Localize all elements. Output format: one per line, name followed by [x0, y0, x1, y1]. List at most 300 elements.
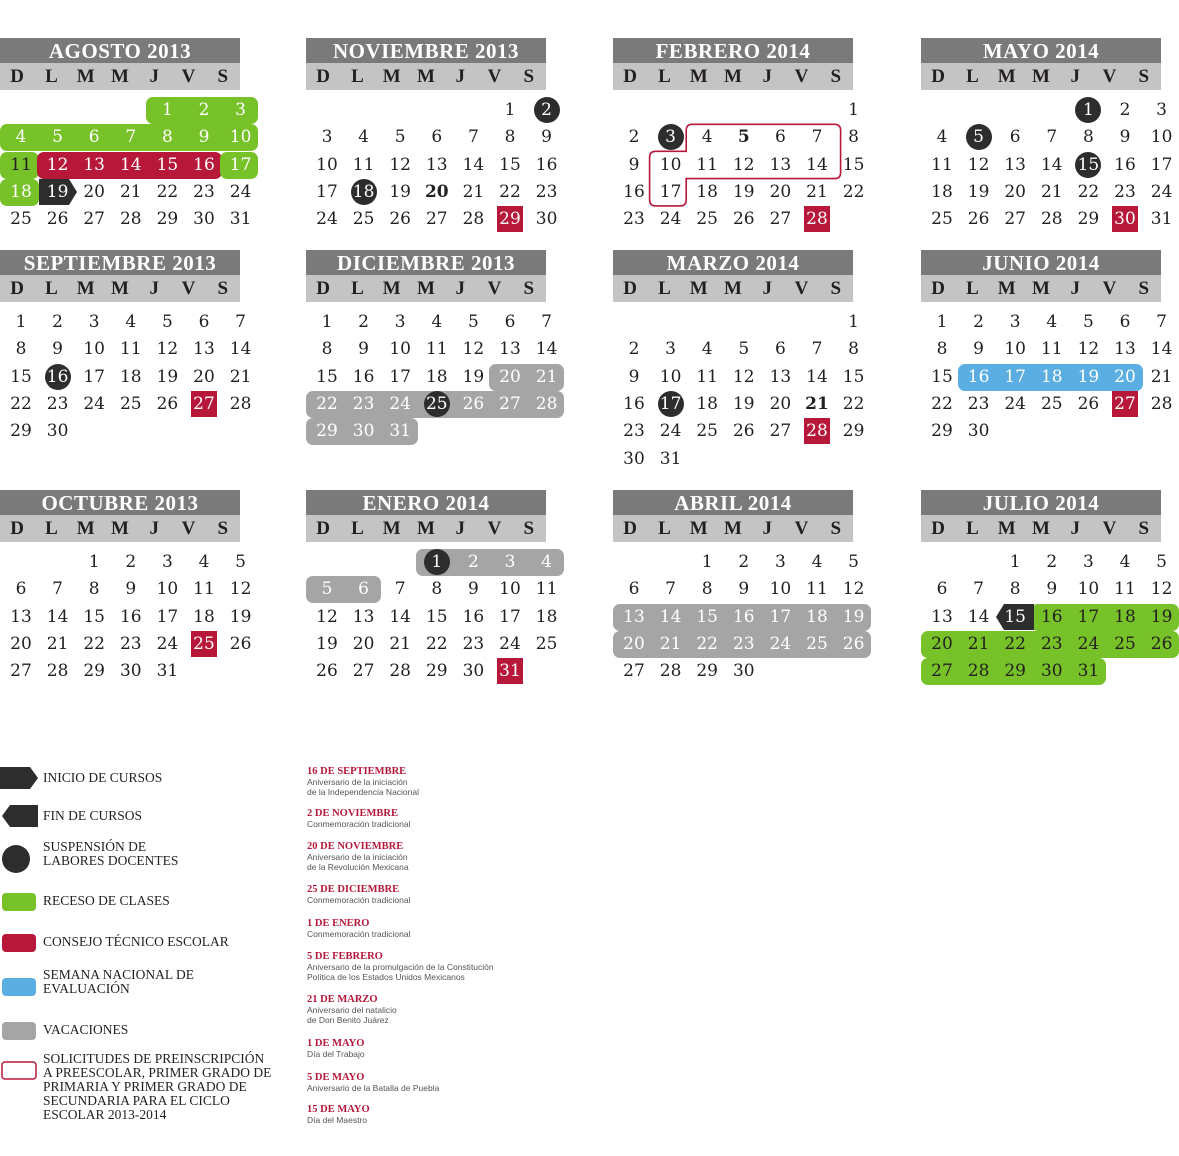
weekday-label: D: [931, 278, 945, 299]
day-cell: 1: [321, 312, 333, 332]
day-cell: 18: [1114, 606, 1136, 627]
day-cell: 13: [623, 606, 645, 627]
day-cell: 10: [769, 579, 792, 600]
day-cell: 7: [811, 339, 823, 360]
day-cell: 31: [659, 448, 682, 469]
day-cell: 4: [1046, 312, 1058, 332]
weekday-label: M: [111, 518, 129, 539]
day-cell: 13: [1004, 154, 1026, 175]
holiday-date: 21 DE MARZO: [307, 994, 378, 1005]
weekday-label: M: [417, 66, 435, 87]
day-cell: 11: [535, 579, 558, 600]
weekday-label: M: [724, 278, 742, 299]
month-julio-2014: [921, 490, 1173, 682]
day-cell: 27: [83, 209, 105, 230]
day-cell: 20: [769, 393, 792, 414]
weekday-header: [921, 275, 1161, 302]
day-cell: 7: [467, 127, 479, 148]
day-cell: 6: [628, 579, 640, 600]
day-cell: 28: [659, 661, 682, 682]
day-cell: 25: [1114, 633, 1136, 654]
day-cell: 26: [316, 661, 338, 682]
weekday-label: D: [10, 66, 24, 87]
day-cell: 2: [1119, 100, 1131, 120]
weekday-label: D: [316, 278, 330, 299]
month-diciembre-2013: [306, 250, 558, 442]
holiday-date: 5 DE MAYO: [307, 1072, 365, 1083]
day-cell: 13: [83, 154, 105, 175]
day-cell: 3: [88, 312, 100, 332]
day-cell: 9: [1119, 127, 1131, 148]
weekday-header: [0, 275, 240, 302]
consejo-swatch-icon: [0, 930, 40, 956]
day-cell: 22: [1077, 181, 1100, 202]
day-cell: 20: [1004, 181, 1026, 202]
weekday-label: J: [149, 518, 160, 539]
day-cell: 3: [774, 552, 786, 572]
day-cell: 26: [732, 209, 755, 230]
weekday-label: D: [10, 278, 24, 299]
weekday-label: V: [794, 278, 809, 299]
weekday-label: J: [1070, 278, 1081, 299]
day-cell: 30: [623, 448, 645, 469]
day-cell: 22: [83, 633, 105, 654]
day-cell: 22: [842, 393, 865, 414]
holiday-entry: [307, 1104, 567, 1125]
weekday-header: [306, 515, 546, 542]
day-cell: 1: [504, 100, 516, 120]
day-cell: 22: [156, 181, 179, 202]
day-cell: 13: [769, 154, 792, 175]
day-cell: 6: [431, 127, 443, 148]
day-cell: 21: [535, 366, 558, 387]
day-cell: 7: [52, 579, 63, 600]
weekday-header: [921, 63, 1161, 90]
suspension-swatch-icon: [0, 846, 40, 872]
weekday-label: M: [724, 66, 742, 87]
month-title: MAYO 2014: [921, 38, 1161, 63]
day-cell: 14: [1150, 339, 1173, 360]
day-cell: 30: [1114, 209, 1136, 230]
day-cell: 18: [696, 393, 718, 414]
weekday-label: S: [217, 278, 229, 299]
weekday-label: M: [997, 278, 1016, 299]
weekday-label: J: [149, 278, 160, 299]
day-cell: 13: [1114, 339, 1136, 360]
month-title: OCTUBRE 2013: [0, 490, 240, 515]
weekday-label: L: [351, 518, 364, 539]
day-cell: 30: [1040, 661, 1063, 682]
day-cell: 4: [358, 127, 369, 148]
day-cell: 29: [499, 209, 521, 230]
day-cell: 30: [46, 421, 69, 442]
day-cell: 3: [394, 312, 406, 332]
day-cell: 4: [936, 127, 948, 148]
day-cell: 30: [352, 421, 375, 442]
day-cell: 4: [541, 552, 552, 572]
day-cell: 23: [193, 181, 215, 202]
day-cell: 16: [352, 366, 375, 387]
day-cell: 2: [628, 127, 640, 148]
day-cell: 4: [198, 552, 210, 572]
day-cell: 21: [967, 633, 990, 654]
month-title: DICIEMBRE 2013: [306, 250, 546, 275]
day-cell: 3: [235, 100, 246, 120]
day-cell: 26: [46, 209, 69, 230]
day-cell: 13: [10, 606, 32, 627]
day-cell: 11: [10, 154, 32, 175]
day-cell: 17: [659, 181, 682, 202]
day-cell: 6: [88, 127, 100, 148]
day-cell: 16: [535, 154, 558, 175]
weekday-label: L: [966, 278, 979, 299]
day-cell: 29: [842, 421, 865, 442]
day-cell: 26: [229, 633, 252, 654]
day-cell: 27: [1114, 393, 1136, 414]
day-cell: 2: [125, 552, 137, 572]
day-cell: 1: [701, 552, 713, 572]
holiday-description: Aniversario de la Batalla de Puebla: [307, 1083, 440, 1093]
day-cell: 17: [316, 181, 338, 202]
month-junio-2014: [921, 250, 1173, 442]
weekday-label: M: [1032, 278, 1050, 299]
day-cell: 23: [535, 181, 558, 202]
day-cell: 28: [806, 209, 828, 230]
day-cell: 21: [46, 633, 69, 654]
day-cell: 5: [738, 339, 750, 360]
day-cell: 5: [321, 579, 333, 600]
month-octubre-2013: [0, 490, 252, 682]
day-cell: 29: [316, 421, 338, 442]
day-cell: 24: [769, 633, 792, 654]
day-cell: 14: [46, 606, 69, 627]
evaluacion-swatch-icon: [0, 974, 40, 1000]
weekday-label: J: [1070, 66, 1081, 87]
day-cell: 14: [229, 339, 252, 360]
day-cell: 7: [1156, 312, 1167, 332]
month-title: JULIO 2014: [921, 490, 1161, 515]
day-cell: 18: [806, 606, 828, 627]
day-cell: 9: [541, 127, 552, 148]
day-cell: 3: [161, 552, 173, 572]
day-cell: 5: [235, 552, 246, 572]
weekday-label: M: [76, 518, 95, 539]
day-cell: 11: [1114, 579, 1136, 600]
day-cell: 28: [535, 393, 558, 414]
day-cell: 10: [1077, 579, 1100, 600]
day-cell: 12: [1077, 339, 1100, 360]
day-cell: 11: [193, 579, 215, 600]
day-cell: 25: [352, 209, 375, 230]
day-cell: 9: [467, 579, 479, 600]
day-cell: 15: [1077, 154, 1100, 175]
day-cell: 30: [193, 209, 215, 230]
day-cell: 25: [535, 633, 558, 654]
weekday-label: S: [830, 278, 842, 299]
day-cell: 11: [696, 366, 718, 387]
weekday-label: D: [623, 518, 637, 539]
month-agosto-2013: [0, 38, 252, 230]
day-cell: 7: [235, 312, 246, 332]
day-cell: 3: [1009, 312, 1021, 332]
holiday-entry: [307, 808, 567, 829]
month-septiembre-2013: [0, 250, 252, 442]
day-cell: 19: [316, 633, 338, 654]
legend-label: FIN DE CURSOS: [43, 808, 143, 823]
day-cell: 10: [389, 339, 411, 360]
weekday-label: V: [1102, 66, 1117, 87]
day-cell: 15: [842, 366, 865, 387]
day-cell: 27: [769, 421, 792, 442]
day-cell: 9: [52, 339, 63, 360]
day-cell: 2: [198, 100, 210, 120]
day-cell: 16: [623, 393, 645, 414]
day-cell: 31: [1077, 661, 1100, 682]
day-cell: 1: [431, 552, 443, 572]
day-cell: 25: [10, 209, 32, 230]
day-cell: 15: [696, 606, 718, 627]
day-cell: 30: [119, 661, 142, 682]
day-cell: 1: [88, 552, 100, 572]
day-cell: 22: [316, 393, 338, 414]
day-cell: 8: [321, 339, 333, 360]
day-cell: 17: [83, 366, 105, 387]
day-cell: 8: [161, 127, 173, 148]
day-cell: 11: [1040, 339, 1063, 360]
weekday-label: D: [623, 66, 637, 87]
weekday-label: M: [997, 66, 1016, 87]
weekday-label: J: [1070, 518, 1081, 539]
day-cell: 16: [967, 366, 990, 387]
day-cell: 20: [499, 366, 521, 387]
weekday-label: D: [623, 278, 637, 299]
day-cell: 23: [119, 633, 142, 654]
day-cell: 28: [462, 209, 485, 230]
weekday-label: V: [487, 518, 502, 539]
day-cell: 23: [623, 421, 645, 442]
vacaciones-swatch-icon: [0, 1018, 40, 1044]
day-cell: 15: [156, 154, 179, 175]
weekday-label: M: [76, 278, 95, 299]
day-cell: 20: [424, 181, 449, 202]
day-cell: 7: [811, 127, 823, 148]
day-cell: 25: [696, 421, 718, 442]
weekday-label: V: [794, 518, 809, 539]
weekday-label: D: [931, 66, 945, 87]
day-cell: 31: [389, 421, 411, 442]
day-cell: 18: [352, 181, 375, 202]
weekday-label: J: [149, 66, 160, 87]
day-cell: 8: [88, 579, 100, 600]
day-cell: 28: [46, 661, 69, 682]
day-cell: 28: [1040, 209, 1063, 230]
day-cell: 9: [628, 154, 640, 175]
day-cell: 21: [806, 181, 828, 202]
day-cell: 18: [1040, 366, 1063, 387]
day-cell: 1: [936, 312, 948, 332]
weekday-header: [613, 275, 853, 302]
holiday-date: 1 DE MAYO: [307, 1038, 365, 1049]
day-cell: 17: [499, 606, 521, 627]
weekday-label: L: [45, 66, 58, 87]
day-cell: 23: [732, 633, 755, 654]
weekday-header: [613, 515, 853, 542]
day-cell: 27: [352, 661, 375, 682]
weekday-label: J: [762, 66, 773, 87]
day-cell: 12: [462, 339, 485, 360]
day-cell: 19: [732, 181, 755, 202]
weekday-header: [306, 63, 546, 90]
legend-label: VACACIONES: [43, 1022, 129, 1037]
day-cell: 10: [316, 154, 338, 175]
weekday-label: D: [931, 518, 945, 539]
weekday-label: M: [382, 278, 401, 299]
weekday-label: L: [966, 66, 979, 87]
day-cell: 17: [769, 606, 792, 627]
day-cell: 3: [1082, 552, 1094, 572]
day-cell: 10: [1150, 127, 1173, 148]
weekday-label: V: [181, 66, 196, 87]
day-cell: 12: [842, 579, 865, 600]
day-cell: 15: [842, 154, 865, 175]
day-cell: 1: [848, 312, 859, 332]
day-cell: 24: [1004, 393, 1026, 414]
day-cell: 27: [193, 393, 215, 414]
day-cell: 5: [394, 127, 406, 148]
weekday-label: V: [181, 518, 196, 539]
day-cell: 19: [156, 366, 179, 387]
day-cell: 31: [1150, 209, 1173, 230]
holiday-description: Conmemoración tradicional: [307, 895, 411, 905]
holiday-description: Aniversario de la iniciación de la Revolución Mexicana: [307, 852, 409, 872]
day-cell: 4: [15, 127, 27, 148]
day-cell: 25: [425, 393, 448, 414]
day-cell: 9: [198, 127, 210, 148]
weekday-label: V: [487, 278, 502, 299]
day-cell: 13: [769, 366, 792, 387]
weekday-label: D: [10, 518, 24, 539]
day-cell: 22: [425, 633, 448, 654]
day-cell: 6: [504, 312, 516, 332]
legend-label: INICIO DE CURSOS: [43, 770, 163, 785]
holiday-description: Conmemoración tradicional: [307, 819, 411, 829]
day-cell: 28: [806, 421, 828, 442]
holiday-entry: [307, 884, 567, 905]
day-cell: 20: [931, 633, 953, 654]
day-cell: 27: [931, 661, 953, 682]
day-cell: 19: [46, 181, 69, 202]
day-cell: 18: [10, 181, 32, 202]
day-cell: 25: [193, 633, 215, 654]
day-cell: 4: [431, 312, 443, 332]
day-cell: 5: [848, 552, 859, 572]
day-cell: 26: [156, 393, 179, 414]
holiday-date: 15 DE MAYO: [307, 1104, 370, 1115]
legend-label: RECESO DE CLASES: [43, 893, 170, 908]
day-cell: 24: [156, 633, 179, 654]
holiday-description: Aniversario del natalicio de Don Benito Juárez: [307, 1005, 397, 1025]
day-cell: 12: [967, 154, 990, 175]
day-cell: 24: [316, 209, 338, 230]
solicitudes-swatch-icon: [0, 1058, 40, 1084]
day-cell: 14: [389, 606, 411, 627]
day-cell: 24: [1150, 181, 1173, 202]
holiday-entry: [307, 1072, 567, 1093]
day-cell: 24: [659, 421, 682, 442]
day-cell: 18: [119, 366, 142, 387]
day-cell: 4: [811, 552, 823, 572]
day-cell: 10: [156, 579, 179, 600]
weekday-label: J: [455, 66, 466, 87]
day-cell: 19: [389, 181, 411, 202]
weekday-label: S: [523, 66, 535, 87]
day-cell: 26: [1150, 633, 1173, 654]
day-cell: 20: [83, 181, 105, 202]
weekday-label: M: [417, 518, 435, 539]
day-cell: 16: [623, 181, 645, 202]
holiday-description: Aniversario de la promulgación de la Constitución Política de los Estados Unidos Mexicanos: [307, 962, 494, 982]
day-cell: 12: [46, 154, 69, 175]
day-cell: 14: [1040, 154, 1063, 175]
day-cell: 30: [967, 421, 990, 442]
weekday-label: D: [316, 66, 330, 87]
holiday-description: Día del Maestro: [307, 1115, 367, 1125]
weekday-label: S: [1138, 278, 1150, 299]
day-cell: 5: [973, 127, 984, 148]
day-cell: 20: [352, 633, 375, 654]
day-cell: 11: [696, 154, 718, 175]
day-cell: 21: [1040, 181, 1063, 202]
day-cell: 16: [1114, 154, 1136, 175]
weekday-label: S: [1138, 518, 1150, 539]
weekday-label: L: [45, 278, 58, 299]
day-cell: 11: [806, 579, 828, 600]
day-cell: 2: [738, 552, 750, 572]
day-cell: 10: [499, 579, 521, 600]
day-cell: 24: [229, 181, 252, 202]
day-cell: 18: [535, 606, 558, 627]
day-cell: 26: [389, 209, 411, 230]
day-cell: 15: [425, 606, 448, 627]
day-cell: 3: [504, 552, 516, 572]
day-cell: 6: [1009, 127, 1021, 148]
weekday-label: M: [1032, 518, 1050, 539]
day-cell: 8: [1009, 579, 1021, 600]
day-cell: 6: [358, 579, 369, 600]
day-cell: 27: [425, 209, 448, 230]
holiday-entry: [307, 951, 567, 982]
day-cell: 7: [125, 127, 137, 148]
day-cell: 5: [737, 127, 750, 148]
weekday-header: [921, 515, 1161, 542]
day-cell: 30: [535, 209, 558, 230]
weekday-label: V: [794, 66, 809, 87]
weekday-label: S: [523, 278, 535, 299]
weekday-label: M: [997, 518, 1016, 539]
holiday-entry: [307, 766, 567, 797]
day-cell: 19: [732, 393, 755, 414]
inicio-swatch-icon: [0, 766, 40, 792]
day-cell: 12: [732, 154, 755, 175]
day-cell: 3: [665, 127, 676, 148]
day-cell: 5: [52, 127, 63, 148]
day-cell: 6: [774, 339, 786, 360]
day-cell: 19: [1150, 606, 1173, 627]
day-cell: 23: [1040, 633, 1063, 654]
day-cell: 13: [931, 606, 953, 627]
day-cell: 13: [193, 339, 215, 360]
day-cell: 3: [1156, 100, 1167, 120]
